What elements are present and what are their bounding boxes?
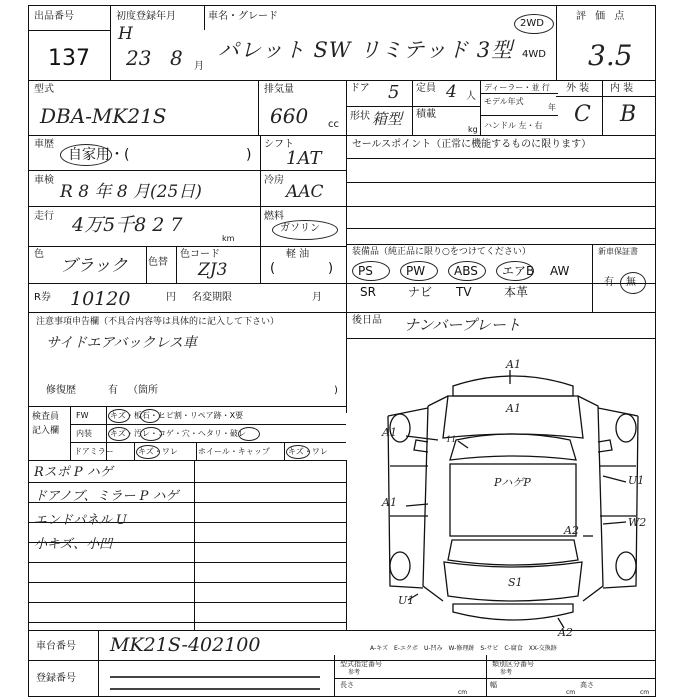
fw-items: キズ・板石・ヒビ割・リペア跡・X要 <box>110 411 244 420</box>
handle-label: ハンドル 左・右 <box>484 121 543 130</box>
divider <box>592 244 593 312</box>
equipment-circle <box>448 261 486 281</box>
equipment-item: 本革 <box>504 285 529 299</box>
drive-4wd: 4WD <box>522 49 546 60</box>
width-cm: cm <box>566 689 576 696</box>
mark-circle <box>238 427 260 441</box>
remark-item: エンドパネル U <box>34 513 127 528</box>
remark-line <box>28 562 346 563</box>
inspection-label: 車検 <box>34 175 54 186</box>
left-mirror <box>414 440 428 452</box>
capacity-unit: 人 <box>466 91 476 102</box>
divider <box>346 338 656 339</box>
divider <box>28 630 656 631</box>
lot-label: 出品番号 <box>34 11 74 22</box>
divider <box>28 170 346 171</box>
divider <box>486 655 487 697</box>
remark-line <box>28 622 346 623</box>
mark-roof: PハゲP <box>494 476 531 489</box>
remark-line <box>28 602 346 603</box>
type-dist-label: 型式指定番号 <box>340 660 382 668</box>
remark-item: ドアノブ、ミラー P ハゲ <box>34 489 179 504</box>
doors-value: 5 <box>388 82 400 103</box>
doors-label: ドア <box>350 83 370 94</box>
remark-item: 小キズ、小凹 <box>34 537 113 552</box>
divider <box>480 80 481 135</box>
divider <box>28 206 346 207</box>
model-grade: パレット SW リミテッド 3型 <box>218 38 514 62</box>
divider <box>602 80 603 135</box>
divider <box>480 93 558 94</box>
divider <box>28 30 110 31</box>
color-code-label: 色コード <box>180 249 220 260</box>
warranty-no: 無 <box>626 277 636 288</box>
remark-line <box>28 482 346 483</box>
divider <box>346 80 347 135</box>
mark-circle <box>140 427 162 441</box>
mileage-label: 走行 <box>34 211 54 222</box>
divider <box>346 244 656 245</box>
divider <box>258 80 259 135</box>
roof <box>450 464 576 536</box>
mirror-label: ドアミラー <box>74 447 114 456</box>
divider <box>28 283 656 284</box>
notes-label: 注意事項申告欄（不具合内容等は具体的に記入して下さい） <box>36 317 280 327</box>
remark-item: Rスポ P ハゲ <box>34 465 113 480</box>
equipment-label: 装備品（純正品に限り○をつけてください） <box>352 247 531 257</box>
reg-label: 登録番号 <box>36 673 76 684</box>
rear-window <box>448 540 578 565</box>
equipment-circle <box>352 261 390 281</box>
divider <box>134 442 135 460</box>
ac-value: AAC <box>286 182 324 202</box>
front-bumper <box>453 376 573 396</box>
rear-label: 後日品 <box>352 315 382 326</box>
repair-label: 修復歴 <box>46 385 76 396</box>
divider <box>346 158 656 159</box>
equipment-item: ABS <box>454 264 478 278</box>
divider <box>346 135 347 413</box>
mark-top: A1 <box>506 358 521 371</box>
leader-line <box>458 441 468 448</box>
fuel-label: 燃料 <box>264 211 284 222</box>
mark-circle <box>108 409 130 423</box>
chassis-label: 車台番号 <box>36 641 76 652</box>
mark-circle <box>286 445 310 459</box>
capacity-label: 定員 <box>416 83 436 94</box>
height-cm: cm <box>640 689 650 696</box>
equipment-circle <box>400 261 438 281</box>
class-label: 類別区分番号 <box>492 660 534 668</box>
kg-unit: kg <box>468 125 478 134</box>
shift-label: シフト <box>264 139 294 150</box>
divider <box>480 115 558 116</box>
type-label: 型式 <box>34 84 54 95</box>
inspection-value: R 8 年 8 月(25日) <box>60 182 202 202</box>
wheel-rl <box>390 552 410 580</box>
reg-crossed-out <box>110 676 320 690</box>
right-mirror <box>598 440 612 452</box>
equipment-item: PS <box>358 264 373 278</box>
displacement-value: 660 <box>270 104 309 128</box>
history-close: ) <box>246 147 252 163</box>
type-value: DBA-MK21S <box>40 104 167 128</box>
divider <box>260 135 261 283</box>
windshield <box>450 434 576 460</box>
year-unit: 年 <box>548 103 556 112</box>
divider <box>70 424 346 425</box>
ac-label: 冷房 <box>264 175 284 186</box>
equipment-item: エアB <box>502 264 535 278</box>
equipment-circle <box>496 261 534 281</box>
divider <box>556 5 557 80</box>
mark-circle <box>136 445 160 459</box>
ext-label: 外 装 <box>566 83 590 94</box>
repair-yes: 有 <box>108 385 118 396</box>
divider <box>346 106 480 107</box>
mark-rear-center: S1 <box>508 576 523 589</box>
divider <box>346 182 656 183</box>
wheel-label: ホイール・キャップ <box>198 447 270 456</box>
mark-right-rear: A2 <box>564 524 579 537</box>
cc-unit: cc <box>328 119 339 130</box>
dealer-label: ディーラー・並 行 <box>484 83 550 92</box>
mark-left-front: A1 <box>382 426 397 439</box>
mark-right-front: U1 <box>628 474 645 487</box>
damage-legend: A-キズ E-エクボ U-凹み W-修理跡 S-サビ C-腐食 XX-交換跡 <box>370 645 557 652</box>
drive-2wd: 2WD <box>520 18 544 29</box>
wheel-rr <box>616 552 636 580</box>
equipment-item: PW <box>406 264 426 278</box>
shape-label: 形状 <box>350 111 370 122</box>
repair-place: （箇所 <box>128 385 158 396</box>
rear-value: ナンバープレート <box>404 316 521 334</box>
divider <box>204 5 205 30</box>
divider <box>196 442 197 460</box>
type-dist-ref: 参考 <box>348 669 361 676</box>
mark-circle <box>108 427 130 441</box>
fw-label: FW <box>76 411 89 420</box>
equipment-item: SR <box>360 285 376 299</box>
int-items: キズ・汚レ・コゲ・穴・ヘタリ・破レ <box>110 429 246 438</box>
leader-line <box>603 476 626 482</box>
name-change-month: 月 <box>312 292 322 303</box>
first-reg-label: 初度登録年月 <box>116 11 176 22</box>
first-reg-era: H <box>118 24 133 44</box>
divider <box>28 135 656 136</box>
divider <box>28 312 656 313</box>
name-change-label: 名変期限 <box>192 292 232 303</box>
equipment-item: ナビ <box>408 285 433 299</box>
chassis-value: MK21S-402100 <box>110 634 261 656</box>
mark-rear: A2 <box>558 626 573 639</box>
divider <box>28 80 656 81</box>
divider <box>70 442 346 443</box>
ext-value: C <box>574 102 591 127</box>
warranty-yes: 有 <box>604 277 614 288</box>
inspector-label: 検査員 記入欄 <box>32 412 60 436</box>
first-reg-year: 23 <box>126 46 152 70</box>
color-code-value: ZJ3 <box>198 260 228 280</box>
divider <box>346 228 656 229</box>
divider <box>412 80 413 135</box>
wheel-items: キズ・ワレ <box>288 447 328 456</box>
km-unit: km <box>222 234 235 243</box>
recycle-value: 10120 <box>70 288 131 310</box>
equipment-item: AW <box>550 264 570 278</box>
score-label: 評 価 点 <box>576 11 628 22</box>
paren-close: ) <box>328 261 334 276</box>
divider <box>28 246 346 247</box>
fuel-gasoline: ガソリン <box>280 223 320 234</box>
divider <box>346 460 347 630</box>
first-reg-month: 8 <box>170 46 183 70</box>
sales-point-label: セールスポイント（正常に機能するものに限ります） <box>352 139 592 150</box>
model-year-label: モデル年式 <box>484 97 524 106</box>
recycle-unit: 円 <box>166 292 176 303</box>
wheel-fr <box>616 414 636 442</box>
divider <box>334 655 335 697</box>
model-label: 車名・グレード <box>208 11 278 22</box>
width-label: 幅 <box>490 681 497 689</box>
repair-close: ) <box>334 385 338 396</box>
divider <box>110 5 111 80</box>
load-label: 積載 <box>416 109 436 120</box>
class-ref: 参考 <box>500 669 513 676</box>
equipment-item: TV <box>456 285 472 299</box>
notes-value: サイドエアバックレス車 <box>46 335 197 351</box>
month-unit: 月 <box>194 61 204 72</box>
history-label: 車歴 <box>34 139 54 150</box>
rear-bumper <box>453 604 573 620</box>
recycle-label: R券 <box>34 292 51 303</box>
mark-rear-left: U1 <box>398 594 415 607</box>
lot-number: 137 <box>48 46 90 71</box>
history-value: 自家用・( <box>68 147 130 163</box>
int-insp-label: 内装 <box>76 429 92 438</box>
divider <box>284 442 285 460</box>
divider <box>556 96 656 97</box>
divider <box>28 460 346 461</box>
paren-open: ( <box>270 261 276 276</box>
mark-front-bumper: A1 <box>506 402 521 415</box>
leader-line <box>406 436 438 440</box>
divider <box>334 678 656 679</box>
divider <box>146 246 147 283</box>
length-label: 長さ <box>340 681 354 689</box>
leader-line <box>603 522 626 524</box>
color-value: ブラック <box>60 256 128 276</box>
divider <box>194 460 195 630</box>
mark-circle <box>140 409 160 423</box>
shift-value: 1AT <box>286 148 322 169</box>
mark-11: 11 <box>446 435 457 444</box>
length-cm: cm <box>458 689 468 696</box>
divider <box>98 630 99 697</box>
divider <box>176 246 177 283</box>
int-value: B <box>620 102 637 127</box>
shape-value: 箱型 <box>372 110 403 128</box>
height-label: 高さ <box>580 681 594 689</box>
int-label: 内 装 <box>610 83 634 94</box>
color-label: 色 <box>34 249 44 260</box>
remark-line <box>28 582 346 583</box>
mark-left-door: A1 <box>382 496 397 509</box>
mileage-value: 4万5千8 2 7 <box>72 214 183 236</box>
divider <box>70 406 71 460</box>
capacity-value: 4 <box>446 82 457 102</box>
fuel-diesel: 軽 油 <box>286 249 310 260</box>
mirror-items: キズ・ワレ <box>138 447 178 456</box>
score-value: 3.5 <box>588 39 633 72</box>
car-damage-diagram <box>378 356 658 646</box>
divider <box>28 406 346 407</box>
mark-right-mid: W2 <box>628 516 647 529</box>
warranty-label: 新車保証書 <box>598 247 638 256</box>
repaint-label: 色替 <box>148 257 168 268</box>
displacement-label: 排気量 <box>264 84 294 95</box>
divider <box>346 206 656 207</box>
